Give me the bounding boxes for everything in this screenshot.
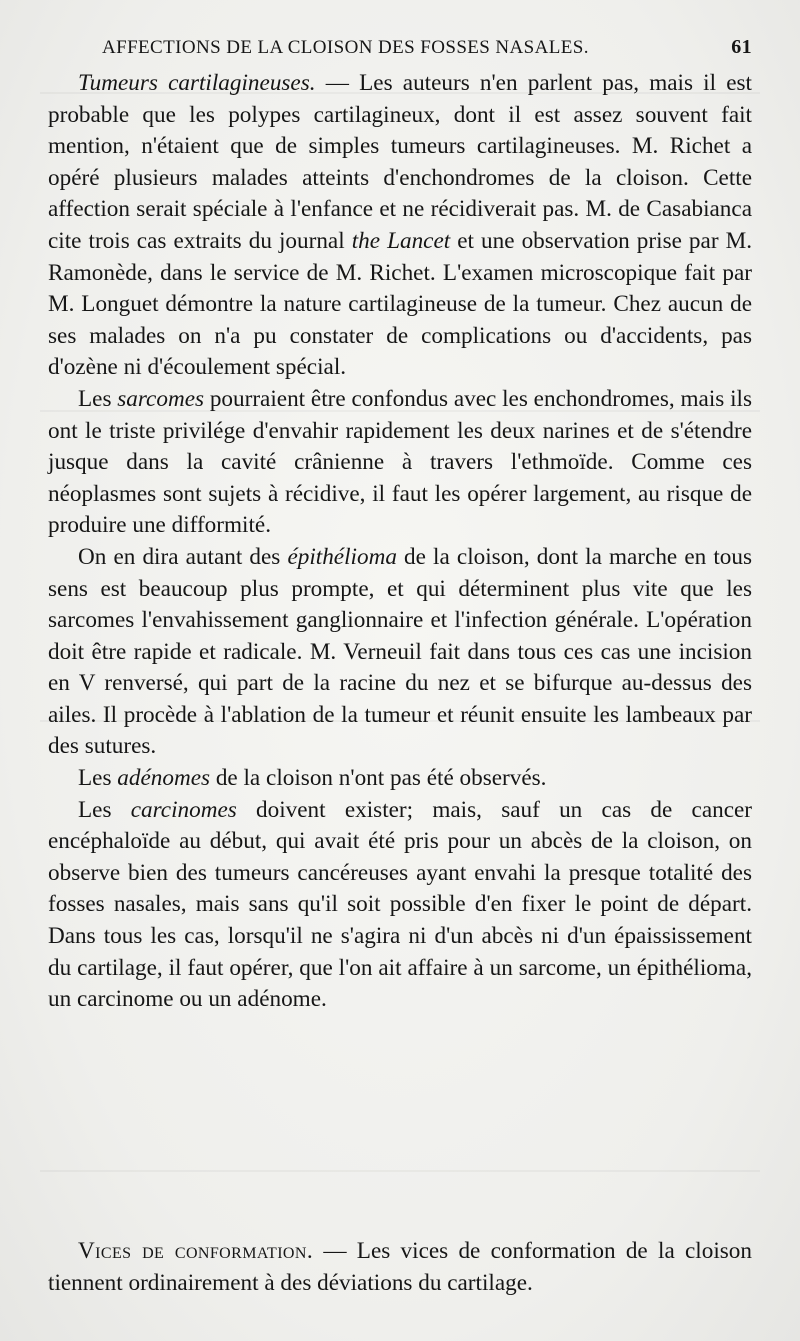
paragraph-carcinomes [48,795,752,1016]
paragraph-vices [48,1236,752,1299]
paragraph-epithelioma [48,542,752,763]
section-lead-italic: Tumeurs cartilagineuses. [78,70,316,96]
section-heading-smallcaps: Vices de conformation. [78,1238,314,1264]
paragraph-text: pourraient être confondus avec les enchondromes, mais ils ont le triste privilége d'envahir rapidement les deux narines et de s'étendre jusque dans la cavité crânienne à travers l'ethmoïde. Comme ces néoplasmes sont sujets à récidive, il faut les opérer largement, au risque de produire une difformité. [48,385,752,539]
paragraph-adenomes [48,763,752,795]
running-header [102,36,752,59]
paragraph-text: — Les vices de conformation de la cloison tiennent ordinairement à des déviations du cartilage. [48,1238,752,1296]
paragraph-tumeurs-cartilagineuses [48,68,752,384]
paragraph-text: et une observation prise par M. Ramonède, dans le service de M. Richet. L'examen microscopique fait par M. Longuet démontre la nature cartilagineuse de la tumeur. Chez aucun de ses malades on n'a pu constater de complications ou d'accidents, pas d'ozène ni d'écoulement spécial. [48,227,753,381]
paragraph-text: Les [78,796,131,823]
page-number: 61 [731,36,752,58]
paragraph-text: — Les auteurs n'en parlent pas, mais il est probable que les polypes cartilagineux, dont il est assez souvent fait mention, n'étaient que de simples tumeurs cartilagineuses. M. Richet a opéré plusieurs malades atteints d'enchondromes de la cloison. Cette affection serait spéciale à l'enfance et ne récidiverait pas. M. de Casabianca cite trois cas extraits du journal [48,70,752,254]
paragraph-text: doivent exister; mais, sauf un cas de cancer encéphaloïde au début, qui avait été pris pour un abcès de la cloison, on observe bien des tumeurs cancéreuses ayant envahi la presque totalité des fosses nasales, mais sans qu'il soit possible d'en fixer le point de départ. Dans tous les cas, lorsqu'il ne s'agira ni d'un abcès ni d'un épaississement du cartilage, il faut opérer, que l'on ait affaire à un sarcome, un épithélioma, un carcinome ou un adénome. [48,796,753,1013]
paragraph-text: On en dira autant des [78,543,288,570]
paragraph-text: de la cloison n'ont pas été observés. [210,765,547,792]
term-italic: sarcomes [117,385,205,412]
paragraph-text: de la cloison, dont la marche en tous sens est beaucoup plus prompte, et qui déterminent plus vite que les sarcomes l'envahissement ganglionnaire et l'infection générale. L'opération doit être rapide et radicale. M. Verneuil fait dans tous ces cas une incision en V renversé, qui part de la racine du nez et se bifurque au-dessus des ailes. Il procède à l'ablation de la tumeur et réunit ensuite les lambeaux par des sutures. [48,543,752,760]
running-title: AFFECTIONS DE LA CLOISON DES FOSSES NASALES. [102,37,589,58]
section-vices-de-conformation [48,1236,752,1299]
paragraph-text: Les [78,385,118,412]
journal-title-italic: the Lancet [351,227,451,254]
term-italic: épithélioma [287,543,397,570]
body-text [48,68,752,1016]
paragraph-sarcomes [48,384,752,542]
term-italic: carcinomes [130,796,237,823]
paragraph-text: Les [78,765,118,792]
term-italic: adénomes [117,765,211,792]
show-through-line [40,1170,760,1172]
